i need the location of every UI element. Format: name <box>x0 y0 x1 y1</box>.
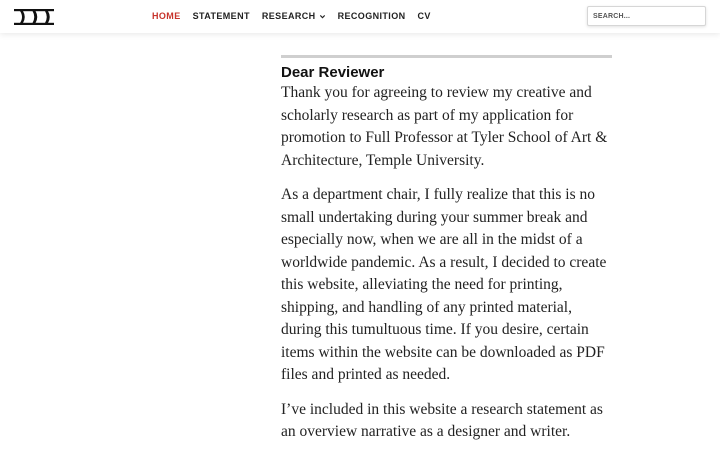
nav-item-recognition[interactable] <box>338 11 406 21</box>
chevron-down-icon <box>319 13 326 20</box>
search-input[interactable] <box>587 6 706 26</box>
nav-item-label: RECOGNITION <box>337 11 406 21</box>
site-header <box>0 0 720 33</box>
page-heading: Dear Reviewer <box>281 64 385 81</box>
site-logo[interactable] <box>14 9 54 25</box>
nav-item-cv[interactable] <box>418 11 431 21</box>
nav-item-home[interactable] <box>152 11 181 21</box>
nav-item-label: CV <box>417 11 431 21</box>
main-content <box>281 55 613 444</box>
body-paragraph: As a department chair, I fully realize that this is no small undertaking during your summer break and especially now, when we are all in the midst of a worldwide pandemic. As a result, I decided to create this website, alleviating the need for printing, shipping, and handling of any printed material, during this tumultuous time. If you desire, certain items within the website can be downloaded as PDF files and printed as needed. <box>281 186 607 383</box>
main-nav <box>152 11 431 21</box>
body-paragraph: I’ve included in this website a research statement as an overview narrative as a designer and writer. <box>281 400 603 440</box>
nav-item-label: STATEMENT <box>192 11 250 21</box>
nav-item-label: RESEARCH <box>261 11 316 21</box>
section-divider <box>281 55 612 58</box>
body-paragraph: Thank you for agreeing to review my creative and scholarly research as part of my application for promotion to Full Professor at Tyler School of Art & Architecture, Temple University. <box>281 84 608 169</box>
nav-item-research[interactable] <box>262 11 326 21</box>
nav-item-statement[interactable] <box>193 11 250 21</box>
nav-item-label: HOME <box>152 11 181 21</box>
